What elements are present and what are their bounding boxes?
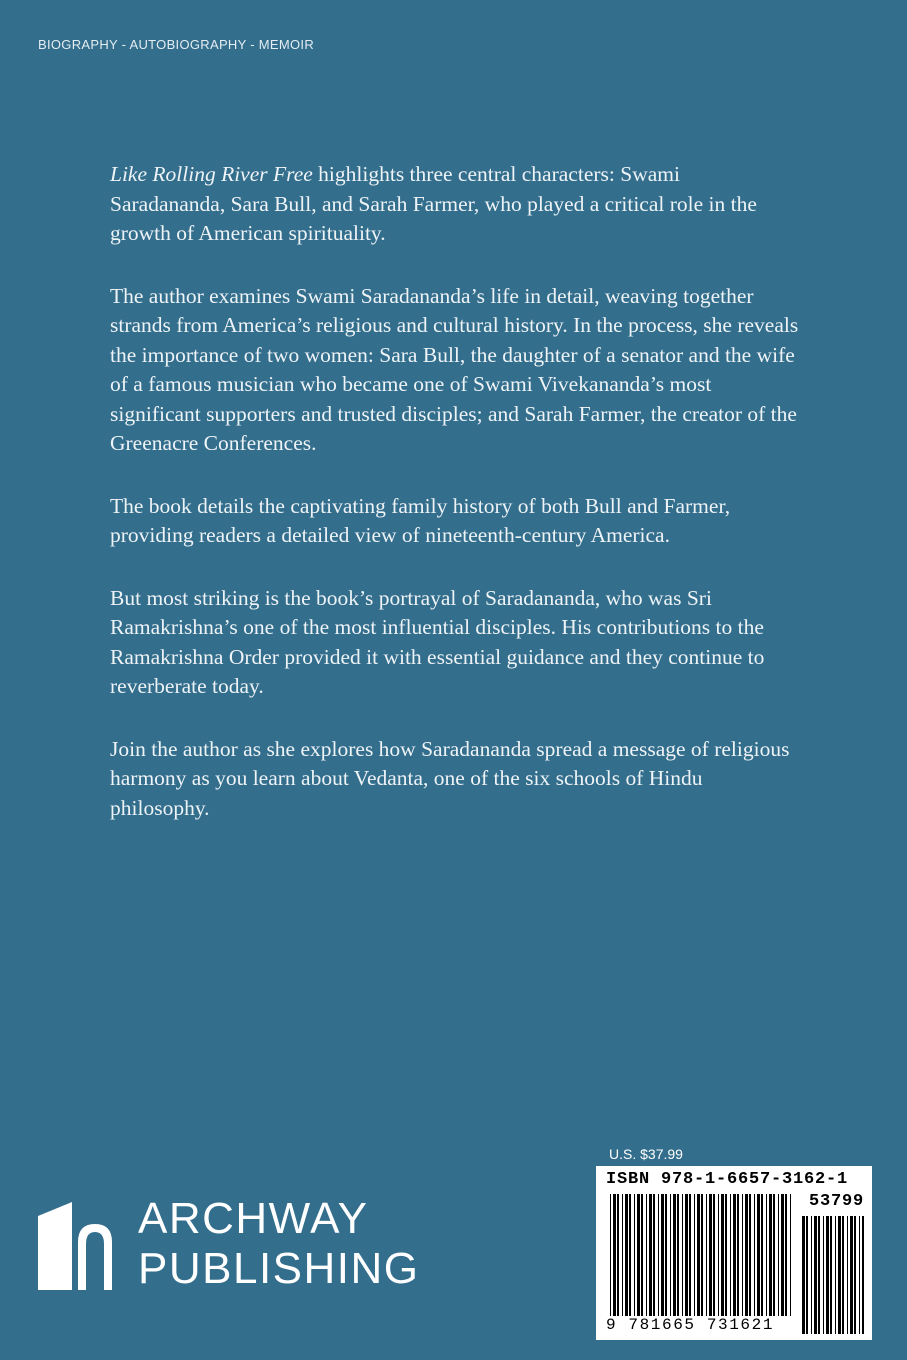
barcode-bar [830, 1216, 832, 1334]
barcode-bar [761, 1194, 763, 1316]
publisher-name [138, 1194, 420, 1294]
barcode-bar [742, 1194, 743, 1316]
barcode-bar [706, 1194, 707, 1316]
barcode-bar [802, 1216, 805, 1334]
barcode-bar [811, 1216, 812, 1334]
barcode-bar [713, 1194, 715, 1316]
barcode-bar [725, 1194, 727, 1316]
barcode-bar [766, 1194, 767, 1316]
barcode-bar [653, 1194, 655, 1316]
barcode-bar [610, 1194, 611, 1316]
barcode-bar [769, 1194, 772, 1316]
isbn-number: ISBN 978-1-6657-3162-1 [606, 1170, 849, 1189]
book-description [110, 160, 800, 856]
blurb-paragraph-1-text: highlights three central characters: Swami Saradananda, Sara Bull, and Sarah Farmer, who played a critical role in the growth of American spirituality. [110, 162, 757, 245]
barcode-bar [670, 1194, 671, 1316]
barcode-bar [617, 1194, 619, 1316]
barcode-bar [658, 1194, 659, 1316]
price-code: 53799 [808, 1192, 864, 1211]
archway-logo-icon [38, 1202, 112, 1290]
barcode-bar [785, 1194, 787, 1316]
barcode-bar [749, 1194, 751, 1316]
barcode-bar [745, 1194, 748, 1316]
barcode-bar [754, 1194, 755, 1316]
barcode-bar [682, 1194, 683, 1316]
publisher-name-line-2: PUBLISHING [138, 1244, 420, 1293]
book-title: Like Rolling River Free [110, 162, 313, 186]
barcode-bar [694, 1194, 695, 1316]
barcode-bar [701, 1194, 703, 1316]
isbn-barcode [596, 1166, 872, 1340]
barcode-bar [737, 1194, 739, 1316]
blurb-paragraph-3: The book details the captivating family history of both Bull and Farmer, providing readers a detailed view of nineteenth-century America. [110, 493, 731, 547]
barcode-bar [757, 1194, 760, 1316]
barcode-bar [641, 1194, 643, 1316]
barcode-bar [685, 1194, 688, 1316]
barcode-bar [850, 1216, 853, 1334]
barcode-bar [790, 1194, 791, 1316]
ean-digits: 9 781665 731621 [606, 1316, 775, 1334]
barcode-bar [646, 1194, 647, 1316]
barcode-bar [733, 1194, 736, 1316]
publisher-name-line-1: ARCHWAY [138, 1194, 369, 1243]
barcode-bar [818, 1216, 820, 1334]
barcode-bar [781, 1194, 784, 1316]
barcode-bar [835, 1216, 836, 1334]
barcode-bar [673, 1194, 676, 1316]
barcode-bar [613, 1194, 616, 1316]
barcode-bar [838, 1216, 841, 1334]
barcode-bar [649, 1194, 652, 1316]
barcode-bar [689, 1194, 691, 1316]
barcode-bar [814, 1216, 817, 1334]
barcode-bar [677, 1194, 679, 1316]
category-label: BIOGRAPHY - AUTOBIOGRAPHY - MEMOIR [38, 37, 315, 52]
barcode-bar [622, 1194, 623, 1316]
barcode-bar [778, 1194, 779, 1316]
barcode-bar [625, 1194, 628, 1316]
barcode-bar [629, 1194, 631, 1316]
barcode-bar [859, 1216, 860, 1334]
barcode-bar [697, 1194, 700, 1316]
barcode-bar [661, 1194, 664, 1316]
barcode-bar [709, 1194, 712, 1316]
barcode-bar [842, 1216, 844, 1334]
barcode-bar [823, 1216, 824, 1334]
price-label: U.S. $37.99 [609, 1146, 683, 1162]
barcode-bar [847, 1216, 848, 1334]
blurb-paragraph-2: The author examines Swami Saradananda’s life in detail, weaving together strands from America’s religious and cultural history. In the process, she reveals the importance of two women: Sara Bull, the daughter of a senator and the wife of a famous musician who became one of Swami Vivekananda’s most significant supporters and trusted disciples; and Sarah Farmer, the creator of the Greenacre Conferences. [110, 283, 799, 455]
barcode-bar [718, 1194, 719, 1316]
barcode-bar [806, 1216, 808, 1334]
barcode-bar [730, 1194, 731, 1316]
barcode-bar [773, 1194, 775, 1316]
barcode-bar [826, 1216, 829, 1334]
blurb-paragraph-5: Join the author as she explores how Saradananda spread a message of religious harmony as you learn about Vedanta, one of the six schools of Hindu philosophy. [110, 736, 790, 820]
blurb-paragraph-1 [110, 160, 800, 249]
barcode-bar [634, 1194, 635, 1316]
barcode-bar [637, 1194, 640, 1316]
barcode-bar [721, 1194, 724, 1316]
barcode-bar [665, 1194, 667, 1316]
barcode-bar [862, 1216, 864, 1334]
barcode-bar [854, 1216, 856, 1334]
blurb-paragraph-4: But most striking is the book’s portrayal of Saradananda, who was Sri Ramakrishna’s one of the most influential disciples. His contributions to the Ramakrishna Order provided it with essential guidance and they continue to reverberate today. [110, 585, 765, 698]
